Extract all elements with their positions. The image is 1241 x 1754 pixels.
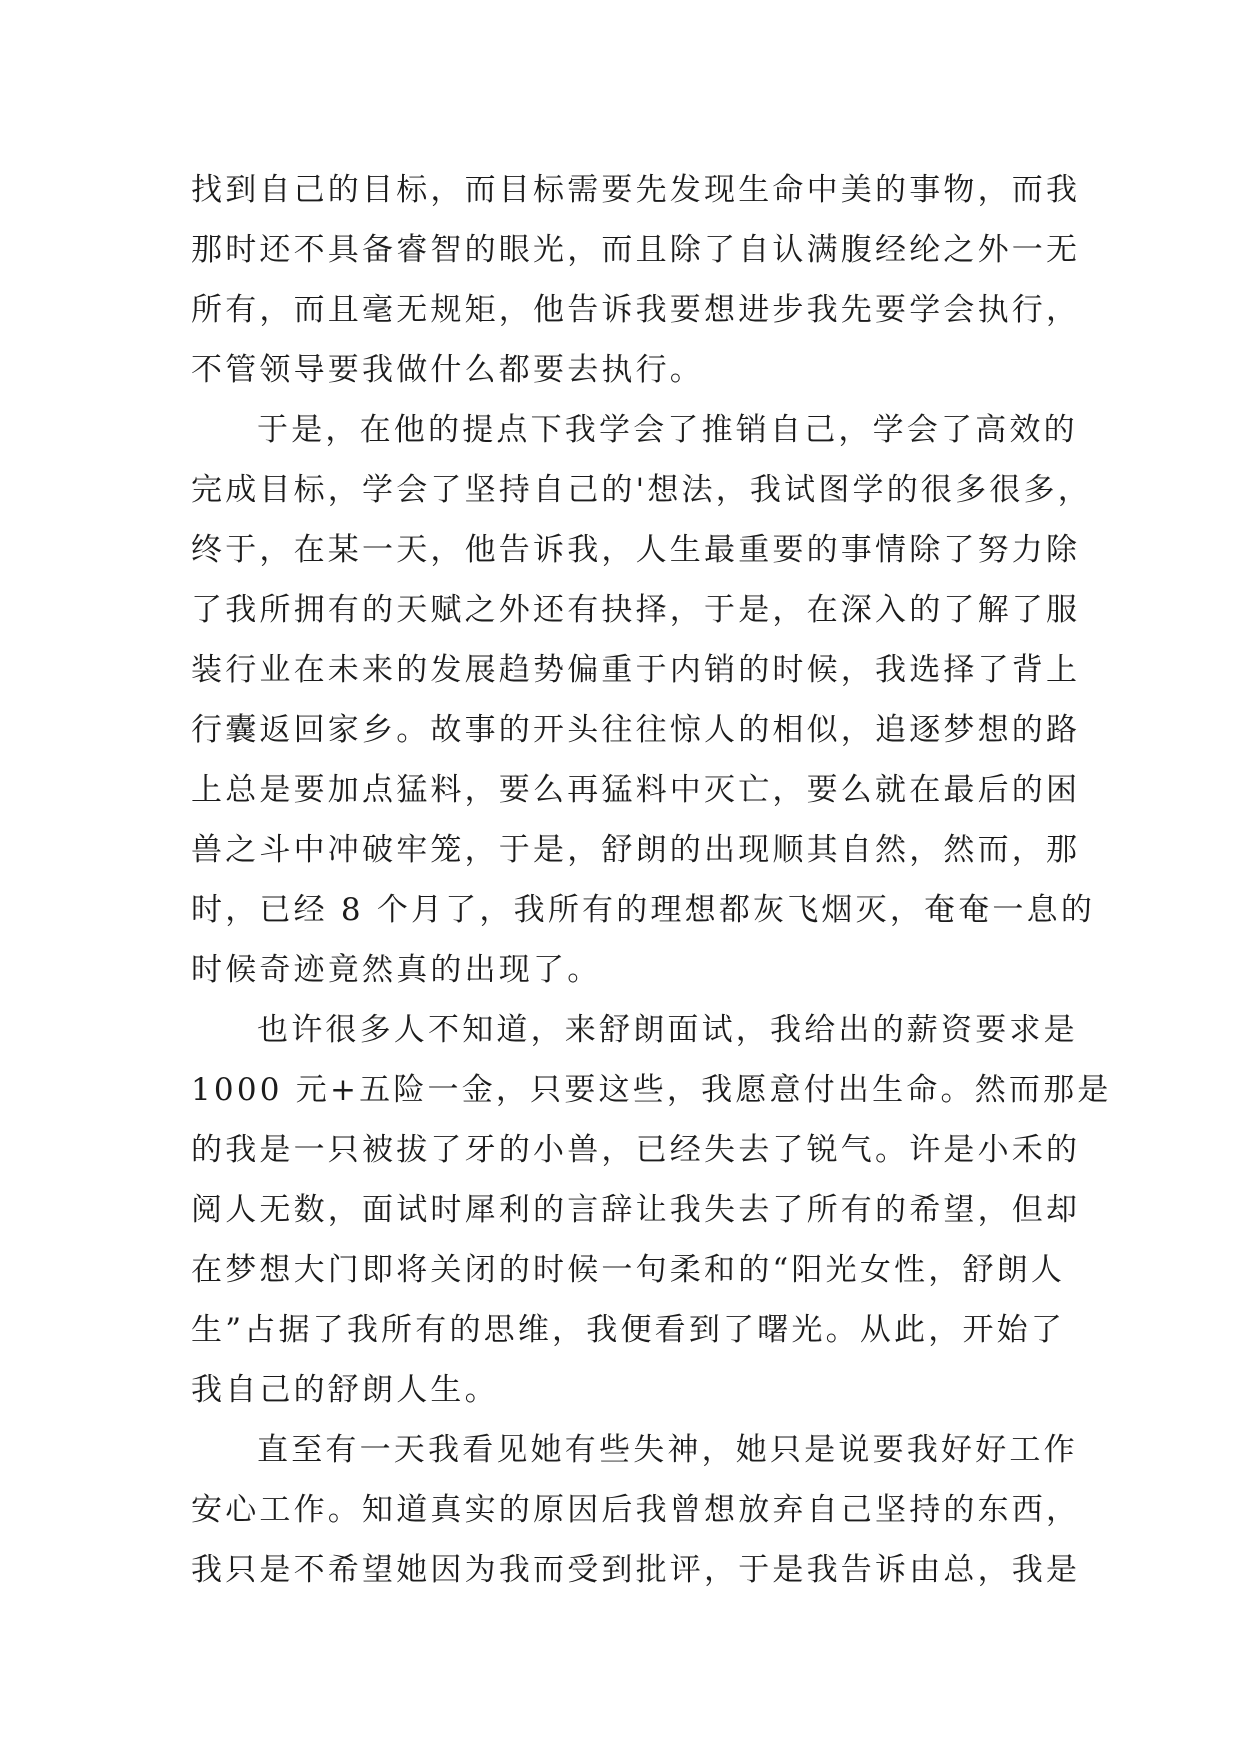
- text-line: 完成目标，学会了坚持自己的'想法，我试图学的很多很多，: [191, 472, 1092, 508]
- paragraph-3: [191, 1000, 1112, 1420]
- text-line: 终于，在某一天，他告诉我，人生最重要的事情除了努力除: [191, 532, 1081, 568]
- paragraph-1: [191, 160, 1081, 400]
- text-line: 时，已经 8 个月了，我所有的理想都灰飞烟灭，奄奄一息的: [191, 892, 1096, 928]
- text-line: 找到自己的目标，而目标需要先发现生命中美的事物，而我: [191, 172, 1081, 208]
- text-line: 安心工作。知道真实的原因后我曾想放弃自己坚持的东西，: [191, 1492, 1081, 1528]
- text-line: 的我是一只被拔了牙的小兽，已经失去了锐气。许是小禾的: [191, 1132, 1081, 1168]
- body-text: [191, 160, 1112, 1600]
- text-line: 在梦想大门即将关闭的时候一句柔和的“阳光女性，舒朗人: [191, 1252, 1066, 1288]
- text-line: 1000 元+五险一金，只要这些，我愿意付出生命。然而那是: [191, 1072, 1112, 1108]
- text-line: 于是，在他的提点下我学会了推销自己，学会了高效的: [257, 412, 1078, 448]
- text-line: 不管领导要我做什么都要去执行。: [191, 352, 704, 388]
- paragraph-2: [191, 400, 1096, 1000]
- text-line: 我自己的舒朗人生。: [191, 1372, 499, 1408]
- text-line: 装行业在未来的发展趋势偏重于内销的时候，我选择了背上: [191, 652, 1081, 688]
- text-line: 生”占据了我所有的思维，我便看到了曙光。从此，开始了: [191, 1312, 1066, 1348]
- text-line: 那时还不具备睿智的眼光，而且除了自认满腹经纶之外一无: [191, 232, 1081, 268]
- text-line: 了我所拥有的天赋之外还有抉择，于是，在深入的了解了服: [191, 592, 1081, 628]
- text-line: 上总是要加点猛料，要么再猛料中灭亡，要么就在最后的困: [191, 772, 1081, 808]
- text-line: 所有，而且毫无规矩，他告诉我要想进步我先要学会执行，: [191, 292, 1081, 328]
- text-line: 时候奇迹竟然真的出现了。: [191, 952, 602, 988]
- paragraph-4: [191, 1420, 1081, 1600]
- text-line: 行囊返回家乡。故事的开头往往惊人的相似，追逐梦想的路: [191, 712, 1081, 748]
- text-line: 直至有一天我看见她有些失神，她只是说要我好好工作: [257, 1432, 1078, 1468]
- text-line: 也许很多人不知道，来舒朗面试，我给出的薪资要求是: [257, 1012, 1078, 1048]
- text-line: 兽之斗中冲破牢笼，于是，舒朗的出现顺其自然，然而，那: [191, 832, 1081, 868]
- text-line: 我只是不希望她因为我而受到批评，于是我告诉由总，我是: [191, 1552, 1081, 1588]
- text-line: 阅人无数，面试时犀利的言辞让我失去了所有的希望，但却: [191, 1192, 1081, 1228]
